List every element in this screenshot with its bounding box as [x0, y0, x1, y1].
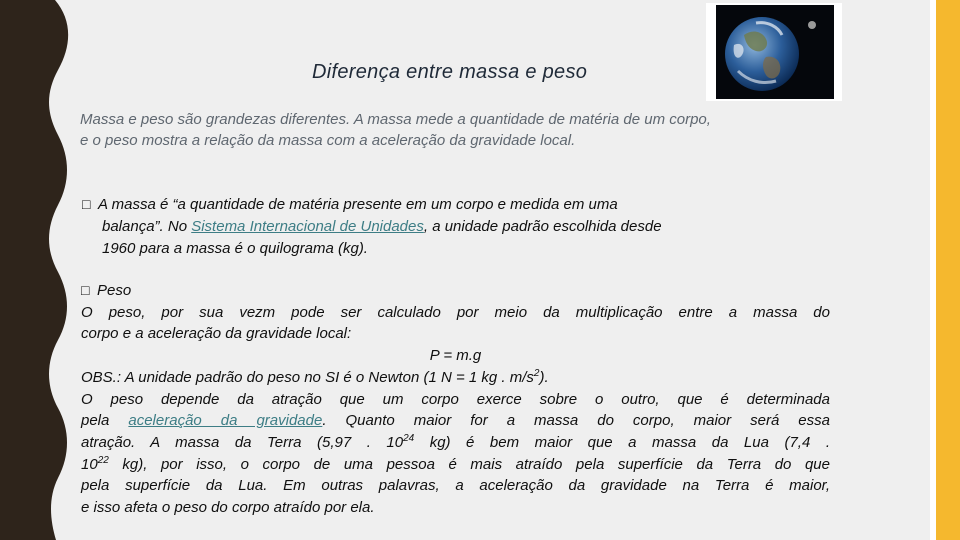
- weight-formula: P = m.g: [429, 347, 482, 365]
- superscript: 24: [403, 432, 415, 444]
- mass-line-3: 1960 para a massa é o quilograma (kg).: [102, 240, 368, 257]
- earth-image: [706, 3, 842, 101]
- checkbox-bullet-icon: □: [82, 196, 91, 212]
- accent-band: [936, 0, 960, 540]
- si-units-link[interactable]: Sistema Internacional de Unidades: [191, 218, 424, 235]
- mass-text: , a unidade padrão escolhida desde: [423, 218, 662, 235]
- decorative-left-band: [0, 0, 80, 540]
- slide-title: Diferença entre massa e peso: [312, 61, 588, 83]
- weight-text: pela: [81, 412, 129, 430]
- weight-text: 10: [81, 455, 98, 473]
- weight-text: . Quanto maior for a massa do corpo, maior será essa: [322, 412, 830, 430]
- weight-heading: [81, 280, 830, 302]
- weight-line: e isso afeta o peso do corpo atraído por ela.: [81, 499, 375, 517]
- weight-text: atração. A massa da Terra (5,97 . 10: [81, 433, 404, 451]
- mass-text: balança”. No: [102, 218, 192, 235]
- weight-text: ).: [539, 368, 549, 386]
- weight-line: O peso, por sua vezm pode ser calculado por meio da multiplicação entre a massa do: [81, 303, 830, 321]
- weight-line: [81, 454, 830, 476]
- checkbox-bullet-icon: □: [81, 282, 90, 298]
- weight-text: kg), por isso, o corpo de uma pessoa é mais atraído pela superfície da Terra do que: [108, 455, 830, 473]
- mass-line-1: [82, 193, 842, 216]
- weight-line: [81, 432, 830, 454]
- superscript: 2: [533, 367, 540, 379]
- intro-line: e o peso mostra a relação da massa com a aceleração da gravidade local.: [80, 132, 576, 149]
- mass-line-2: [82, 216, 842, 238]
- superscript: 22: [97, 454, 109, 466]
- weight-line: corpo e a aceleração da gravidade local:: [81, 325, 352, 343]
- weight-text: OBS.: A unidade padrão do peso no SI é o Newton (1 N = 1 kg . m/s: [81, 368, 534, 386]
- weight-line: [81, 410, 830, 432]
- weight-obs: [81, 367, 830, 389]
- intro-paragraph: [80, 109, 900, 151]
- intro-line: Massa e peso são grandezas diferentes. A massa mede a quantidade de matéria de um corpo,: [80, 111, 711, 128]
- earth-globe-icon: [716, 5, 834, 99]
- weight-line: O peso depende da atração que um corpo exerce sobre o outro, que é determinada: [81, 390, 830, 408]
- weight-line: pela superfície da Lua. Em outras palavras, a aceleração da gravidade na Terra é maior,: [81, 477, 830, 495]
- mass-section: [82, 193, 842, 260]
- weight-section: [81, 280, 830, 519]
- gravity-link[interactable]: aceleração da gravidade: [128, 412, 323, 430]
- weight-text: kg) é bem maior que a massa da Lua (7,4 .: [414, 433, 830, 451]
- mass-text: A massa é “a quantidade de matéria presente em um corpo e medida em uma: [98, 196, 618, 213]
- weight-heading-text: Peso: [97, 282, 132, 299]
